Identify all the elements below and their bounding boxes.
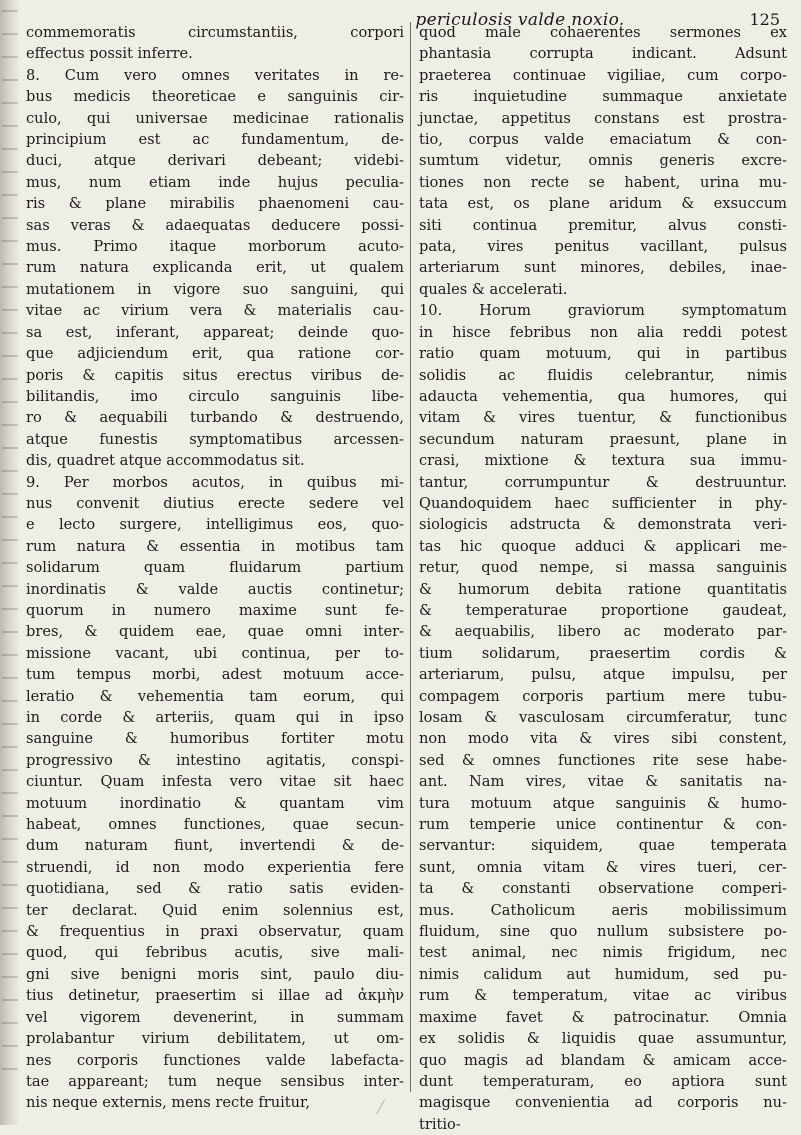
text-line: 9. Per morbos acutos, in quibus mi- — [26, 473, 404, 491]
text-line: servantur: siquidem, quae temperata — [419, 837, 787, 855]
text-line: rum & temperatum, vitae ac viribus — [419, 987, 787, 1005]
text-line: 10. Horum graviorum symptomatum — [419, 302, 787, 320]
text-line: quales & accelerati. — [419, 280, 568, 298]
text-line: habeat, omnes functiones, quae secun- — [26, 816, 404, 834]
text-line: principium est ac fundamentum, de- — [26, 131, 404, 149]
text-line: rum temperie unice continentur & con- — [419, 816, 787, 834]
text-line: solidis ac fluidis celebrantur, nimis — [419, 366, 787, 384]
text-line: rum natura explicanda erit, ut qualem — [26, 259, 404, 277]
text-line: nimis calidum aut humidum, sed pu- — [419, 965, 787, 983]
text-line: culo, qui universae medicinae rationalis — [26, 109, 404, 127]
text-line: ro & aequabili turbando & destruendo, — [26, 409, 404, 427]
text-line: quorum in numero maxime sunt fe- — [26, 601, 404, 619]
text-line: crasi, mixtione & textura sua immu- — [419, 452, 787, 470]
text-line: dunt temperaturam, eo aptiora sunt — [419, 1072, 787, 1090]
text-line: in corde & arteriis, quam qui in ipso — [26, 709, 404, 726]
text-line: ex solidis & liquidis quae assumuntur, — [419, 1030, 787, 1048]
text-line: struendi, id non modo experientia fere — [26, 858, 404, 876]
text-line: vitam & vires tuentur, & functionibus — [419, 409, 787, 427]
text-line: tas hic quoque adduci & applicari me- — [419, 537, 787, 555]
text-line: tata est, os plane aridum & exsuccum — [419, 195, 787, 213]
text-line: sunt, omnia vitam & vires tueri, cer- — [419, 858, 787, 876]
text-line: sumtum videtur, omnis generis excre- — [419, 152, 787, 170]
page-number: 125 — [749, 10, 780, 29]
text-line: sed & omnes functiones rite sese habe- — [419, 751, 787, 769]
text-line: missione vacant, ubi continua, per to- — [26, 644, 404, 662]
text-line: secundum naturam praesunt, plane in — [419, 430, 787, 448]
text-line: vitae ac virium vera & materialis cau- — [26, 302, 404, 320]
text-line: magisque convenientia ad corporis nu- — [419, 1094, 787, 1112]
text-line: tantur, corrumpuntur & destruuntur. — [419, 473, 787, 491]
text-line: ris inquietudine summaque anxietate — [419, 88, 787, 106]
text-line: pata, vires penitus vacillant, pulsus — [419, 238, 787, 256]
text-line: prolabantur virium debilitatem, ut om- — [26, 1030, 404, 1048]
text-line: ciuntur. Quam infesta vero vitae sit haec — [26, 773, 404, 791]
text-line: solidarum quam fluidarum partium — [26, 559, 404, 577]
running-head: periculosis valde noxio. — [415, 10, 625, 30]
text-line: progressivo & intestino agitatis, conspi- — [26, 751, 404, 769]
text-line: nis neque externis, mens recte fruitur, — [26, 1094, 311, 1112]
text-line: & humorum debita ratione quantitatis — [419, 580, 787, 598]
text-line: dis, quadret atque accommodatus sit. — [26, 452, 305, 470]
text-line: mus, num etiam inde hujus peculia- — [26, 173, 404, 191]
text-line: sas veras & adaequatas deducere possi- — [26, 216, 404, 234]
column-divider — [410, 22, 411, 1092]
text-line: compagem corporis partium mere tubu- — [419, 687, 787, 705]
text-line: ta & constanti observatione comperi- — [419, 880, 787, 898]
text-line: tura motuum atque sanguinis & humo- — [419, 794, 787, 812]
text-line: mus. Catholicum aeris mobilissimum — [419, 901, 787, 919]
text-line: sa est, inferant, appareat; deinde quo- — [26, 323, 404, 341]
text-line: bus medicis theoreticae e sanguinis cir- — [26, 88, 404, 106]
text-line: tius detinetur, praesertim si illae ad ἀκμὴν — [26, 987, 404, 1005]
text-line: Quandoquidem haec sufficienter in phy- — [419, 494, 787, 512]
text-line: fluidum, sine quo nullum subsistere po- — [419, 923, 787, 941]
text-line: tae appareant; tum neque sensibus inter- — [26, 1072, 404, 1090]
text-line: nes corporis functiones valde labefacta- — [26, 1051, 404, 1069]
text-line: & aequabilis, libero ac moderato par- — [419, 623, 787, 641]
text-line: tum tempus morbi, adest motuum acce- — [26, 666, 404, 684]
text-line: quod male cohaerentes sermones ex — [419, 24, 787, 41]
text-line: & temperaturae proportione gaudeat, — [419, 601, 787, 619]
text-line: non modo vita & vires sibi constent, — [419, 730, 787, 748]
text-line: siti continua premitur, alvus consti- — [419, 216, 787, 234]
text-line: bilitandis, imo circulo sanguinis libe- — [26, 387, 404, 405]
text-line: maxime favet & patrocinatur. Omnia — [419, 1008, 787, 1026]
text-line: 8. Cum vero omnes veritates in re- — [26, 66, 404, 84]
gutter-marginal-fragments — [2, 10, 18, 1080]
text-line: arteriarum sunt minores, debiles, inae- — [419, 259, 787, 277]
text-line: tio, corpus valde emaciatum & con- — [419, 131, 787, 149]
left-text-column — [26, 22, 404, 1112]
text-line: sanguine & humoribus fortiter motu — [26, 730, 404, 748]
text-line: ratio quam motuum, qui in partibus — [419, 345, 787, 363]
text-line: commemoratis circumstantiis, corpori — [26, 24, 404, 41]
text-line: ant. Nam vires, vitae & sanitatis na- — [419, 773, 787, 791]
text-line: que adjiciendum erit, qua ratione cor- — [26, 345, 404, 363]
text-line: junctae, appetitus constans est prostra- — [419, 109, 787, 127]
text-line: quod, qui febribus acutis, sive mali- — [26, 944, 404, 962]
text-line: praeterea continuae vigiliae, cum corpo- — [419, 66, 787, 84]
text-line: inordinatis & valde auctis continetur; — [26, 580, 404, 598]
text-line: retur, quod nempe, si massa sanguinis — [419, 559, 787, 577]
text-line: tiones non recte se habent, urina mu- — [419, 173, 787, 191]
text-line: leratio & vehementia tam eorum, qui — [26, 687, 404, 705]
text-line: & frequentius in praxi observatur, quam — [26, 923, 404, 941]
text-line: adaucta vehementia, qua humores, qui — [419, 387, 787, 405]
text-line: nus convenit diutius erecte sedere vel — [26, 494, 404, 512]
text-line: arteriarum, pulsu, atque impulsu, per — [419, 666, 787, 684]
text-line: bres, & quidem eae, quae omni inter- — [26, 623, 404, 641]
text-line: e lecto surgere, intelligimus eos, quo- — [26, 516, 404, 534]
text-line: test animal, nec nimis frigidum, nec — [419, 944, 787, 962]
text-line: poris & capitis situs erectus viribus de- — [26, 366, 404, 384]
binding-gutter — [0, 0, 20, 1125]
text-line: motuum inordinatio & quantam vim — [26, 794, 404, 812]
text-line: siologicis adstructa & demonstrata veri- — [419, 516, 787, 534]
text-line: tium solidarum, praesertim cordis & — [419, 644, 787, 662]
text-line: ris & plane mirabilis phaenomeni cau- — [26, 195, 404, 213]
right-text-column — [419, 22, 787, 1133]
text-line: rum natura & essentia in motibus tam — [26, 537, 404, 555]
text-line: losam & vasculosam circumferatur, tunc — [419, 709, 787, 726]
text-line: duci, atque derivari debeant; videbi- — [26, 152, 404, 170]
text-line: quotidiana, sed & ratio satis eviden- — [26, 880, 404, 898]
text-line: in hisce febribus non alia reddi potest — [419, 323, 787, 341]
text-line: vel vigorem devenerint, in summam — [26, 1008, 404, 1026]
text-line: quo magis ad blandam & amicam acce- — [419, 1051, 787, 1069]
text-line: effectus possit inferre. — [26, 45, 193, 63]
text-line: tritio- — [419, 1115, 461, 1133]
text-line: gni sive benigni moris sint, paulo diu- — [26, 965, 404, 983]
text-line: dum naturam fiunt, invertendi & de- — [26, 837, 404, 855]
text-line: ter declarat. Quid enim solennius est, — [26, 901, 404, 919]
text-line: atque funestis symptomatibus arcessen- — [26, 430, 404, 448]
text-line: phantasia corrupta indicant. Adsunt — [419, 45, 787, 63]
text-line: mus. Primo itaque morborum acuto- — [26, 238, 404, 256]
text-line: mutationem in vigore suo sanguini, qui — [26, 280, 404, 298]
